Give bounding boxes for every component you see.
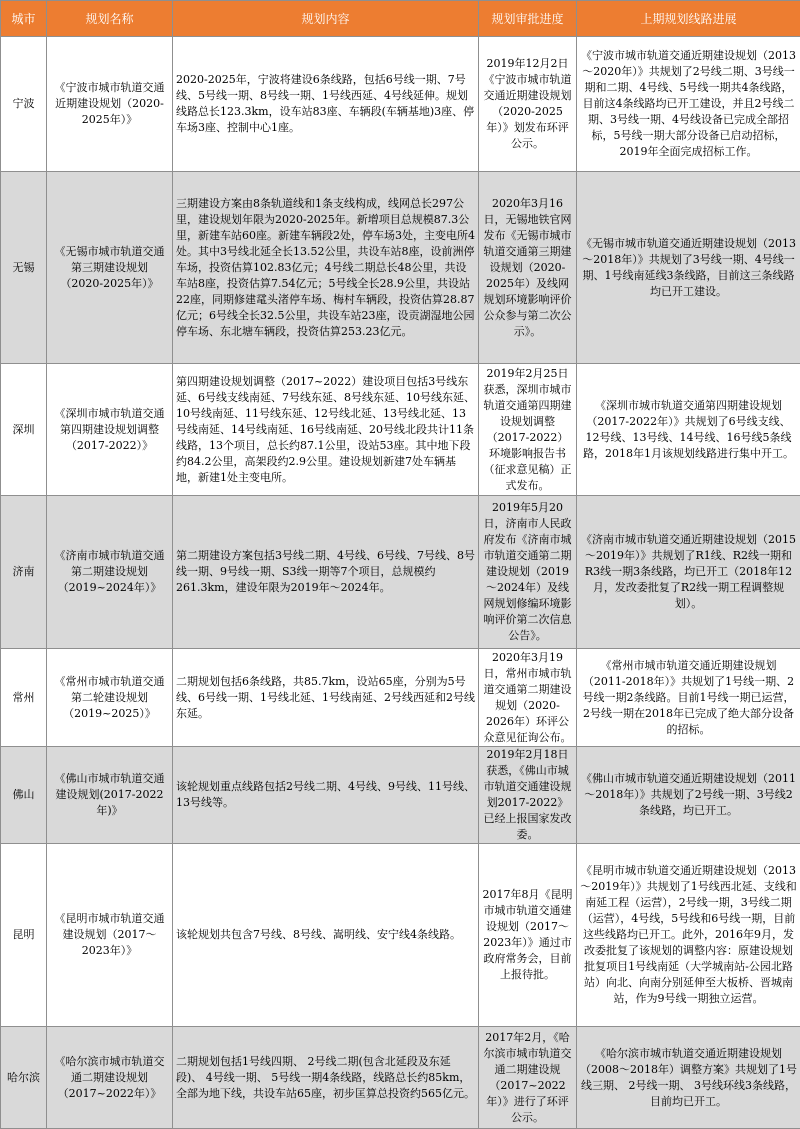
header-approval-progress: 规划审批进度 xyxy=(479,1,577,37)
previous-progress-cell: 《济南市城市轨道交通近期建设规划（2015～2019年）》共规划了R1线、R2线一期和R3线一期3条线路，均已开工（2018年12月，发改委批复了R2线一期工程调整规划）。 xyxy=(577,496,800,649)
table-row xyxy=(1,496,800,649)
approval-cell: 2020年3月19日，常州市城市轨道交通第二期建设规划（2020-2026年）环评公众意见征询公布。 xyxy=(479,649,577,747)
plan-content-cell: 第二期建设方案包括3号线二期、4号线、6号线、7号线、8号线一期、9号线一期、S3线一期等7个项目，总规模约261.3km，建设年限为2019年～2024年。 xyxy=(173,496,479,649)
approval-cell: 2019年12月2日《宁波市城市轨道交通近期建设规划（2020-2025年）》划发布环评公示。 xyxy=(479,37,577,172)
plan-name-cell: 《常州市城市轨道交通第二轮建设规划（2019~2025）》 xyxy=(47,649,173,747)
header-previous-progress: 上期规划线路进展 xyxy=(577,1,800,37)
table-row xyxy=(1,364,800,496)
plan-name-cell: 《无锡市城市轨道交通第三期建设规划（2020-2025年）》 xyxy=(47,172,173,364)
plan-content-cell: 三期建设方案由8条轨道线和1条支线构成，线网总长297公里，建设规划年限为2020-2025年。新增项目总规模87.3公里，新建车站60座。新建车辆段2处，停车场3处，主变电所4处。其中3号线北延全长13.52公里，共设车站8座，设前洲停车场，投资估算102.83亿元；4号线二期总长48公里，共设车站8座，投资估算7.54亿元；5号线全长28.9公里，共设站22座，同期修建鼋头渚停车场、梅村车辆段，投资估算28.87亿元；6号线全长32.5公里，共设车站23座，设贡湖湿地公园停车场、东北塘车辆段，投资估算253.23亿元。 xyxy=(173,172,479,364)
table-row xyxy=(1,1027,800,1129)
city-cell: 无锡 xyxy=(1,172,47,364)
plan-name-cell: 《宁波市城市轨道交通近期建设规划（2020-2025年）》 xyxy=(47,37,173,172)
approval-cell: 2019年2月18日获悉，《佛山市城市轨道交通建设规划2017-2022》已经上报国家发改委。 xyxy=(479,747,577,844)
approval-cell: 2019年2月25日获悉，深圳市城市轨道交通第四期建设规划调整（2017-2022）环境影响报告书（征求意见稿）正式发布。 xyxy=(479,364,577,496)
plan-name-cell: 《哈尔滨市城市轨道交通二期建设规划（2017~2022年）》 xyxy=(47,1027,173,1129)
header-city: 城市 xyxy=(1,1,47,37)
table-row xyxy=(1,172,800,364)
table-row xyxy=(1,37,800,172)
plan-content-cell: 该轮规划重点线路包括2号线二期、4号线、9号线、11号线、13号线等。 xyxy=(173,747,479,844)
plan-content-cell: 该轮规划共包含7号线、8号线、嵩明线、安宁线4条线路。 xyxy=(173,844,479,1027)
approval-cell: 2017年2月，《哈尔滨市城市轨道交通二期建设规（2017~2022年）》进行了环评公示。 xyxy=(479,1027,577,1129)
previous-progress-cell: 《哈尔滨市城市轨道交通近期建设规划（2008～2018年）调整方案》共规划了1号线三期、 2号线一期、 3号线环线3条线路，目前均已开工。 xyxy=(577,1027,800,1129)
header-plan-content: 规划内容 xyxy=(173,1,479,37)
plan-content-cell: 2020-2025年，宁波将建设6条线路，包括6号线一期、7号线、5号线一期、8号线一期、1号线西延、4号线延伸。规划线路总长123.3km，设车站83座、车辆段(车辆基地)3座、停车场3座、控制中心1座。 xyxy=(173,37,479,172)
approval-cell: 2020年3月16日，无锡地铁官网发布《无锡市城市轨道交通第三期建设规划（2020-2025年）及线网规划环境影响评价公众参与第二次公示》。 xyxy=(479,172,577,364)
plan-content-cell: 二期规划包括6条线路，共85.7km，设站65座，分别为5号线、6号线一期、1号线北延、1号线南延、2号线西延和2号线东延。 xyxy=(173,649,479,747)
header-plan-name: 规划名称 xyxy=(47,1,173,37)
previous-progress-cell: 《深圳市城市轨道交通第四期建设规划（2017-2022年）》共规划了6号线支线、12号线、13号线、14号线、16号线5条线路，2018年1月该规划线路进行集中开工。 xyxy=(577,364,800,496)
header-row xyxy=(1,1,800,37)
city-cell: 常州 xyxy=(1,649,47,747)
previous-progress-cell: 《佛山市城市轨道交通近期建设规划（2011～2018年）》共规划了2号线一期、3号线2条线路，均已开工。 xyxy=(577,747,800,844)
city-cell: 济南 xyxy=(1,496,47,649)
city-cell: 昆明 xyxy=(1,844,47,1027)
previous-progress-cell: 《常州市城市轨道交通近期建设规划（2011-2018年）》共规划了1号线一期、2号线一期2条线路。目前1号线一期已运营，2号线一期在2018年已完成了绝大部分设备的招标。 xyxy=(577,649,800,747)
plan-name-cell: 《深圳市城市轨道交通第四期建设规划调整（2017-2022）》 xyxy=(47,364,173,496)
previous-progress-cell: 《宁波市城市轨道交通近期建设规划（2013～2020年）》共规划了2号线二期、3号线一期和二期、4号线、5号线一期共4条线路，目前这4条线路均已开工建设，并且2号线二期、3号线一期、4号线设备已完成全部招标，5号线一期大部分设备已启动招标，2019年全面完成招标工作。 xyxy=(577,37,800,172)
city-cell: 佛山 xyxy=(1,747,47,844)
city-cell: 宁波 xyxy=(1,37,47,172)
city-cell: 哈尔滨 xyxy=(1,1027,47,1129)
table-row xyxy=(1,844,800,1027)
plan-name-cell: 《佛山市城市轨道交通建设规划(2017-2022年)》 xyxy=(47,747,173,844)
plan-name-cell: 《昆明市城市轨道交通建设规划（2017～2023年）》 xyxy=(47,844,173,1027)
previous-progress-cell: 《昆明市城市轨道交通近期建设规划（2013～2019年）》共规划了1号线西北延、支线和南延工程（运营），2号线一期，3号线二期（运营），4号线，5号线和6号线一期，目前这些线路均已开工。此外，2016年9月，发改委批复了该规划的调整内容：原建设规划批复项目1号线南延（大学城南站-公园北路站）向北、向南分别延伸至大板桥、晋城南站，作为9号线一期独立运营。 xyxy=(577,844,800,1027)
approval-cell: 2017年8月《昆明市城市轨道交通建设规划（2017～2023年）》通过市政府常务会，目前上报待批。 xyxy=(479,844,577,1027)
table-row xyxy=(1,747,800,844)
table-row xyxy=(1,649,800,747)
plan-content-cell: 第四期建设规划调整（2017~2022）建设项目包括3号线东延、6号线支线南延、7号线东延、8号线东延、10号线东延、10号线南延、11号线东延、12号线北延、13号线北延、13号线南延、14号线南延、16号线南延、20号线北段共计11条线路，13个项目，总长约87.1公里，设站53座。其中地下段约84.2公里，高架段约2.9公里。建设规划新建7处车辆基地，新建1处主变电所。 xyxy=(173,364,479,496)
plan-name-cell: 《济南市城市轨道交通第二期建设规划（2019~2024年）》 xyxy=(47,496,173,649)
approval-cell: 2019年5月20日，济南市人民政府发布《济南市城市轨道交通第二期建设规划（2019～2024年）及线网规划修编环境影响评价第二次信息公告》。 xyxy=(479,496,577,649)
previous-progress-cell: 《无锡市城市轨道交通近期建设规划（2013～2018年）》共规划了3号线一期、4号线一期、1号线南延线3条线路，目前这三条线路均已开工建设。 xyxy=(577,172,800,364)
plan-content-cell: 二期规划包括1号线四期、 2号线二期(包含北延段及东延段)、 4号线一期、 5号线一期4条线路，线路总长约85km，全部为地下线，共设车站65座，初步匡算总投资约565亿元。 xyxy=(173,1027,479,1129)
city-cell: 深圳 xyxy=(1,364,47,496)
